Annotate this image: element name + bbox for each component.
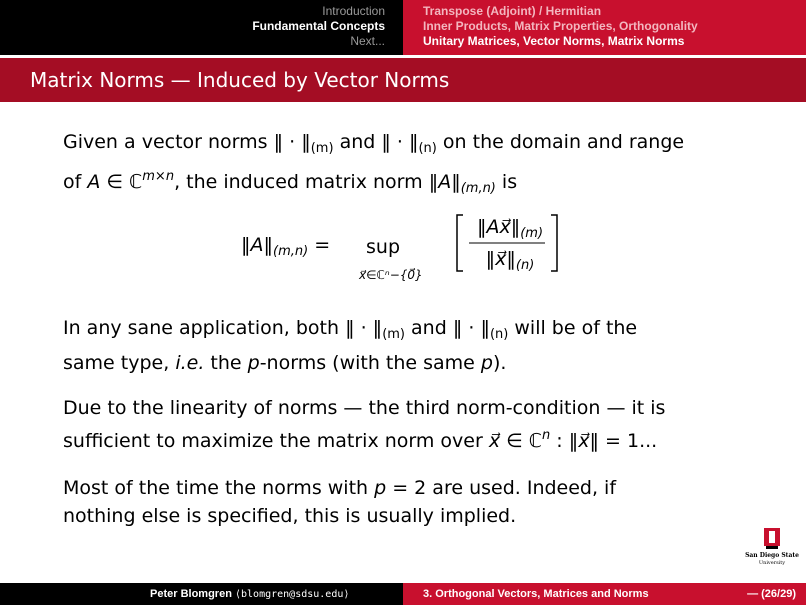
text: Most of the time the norms with (63, 477, 375, 499)
fraction-denominator (465, 245, 555, 280)
text: Due to the linearity of norms — the third norm-condition — it is (63, 397, 666, 419)
subscript: (m) (520, 226, 544, 241)
text: = 2 are used. Indeed, if (386, 477, 617, 499)
equation-lhs (241, 231, 330, 266)
author-email: ⟨blomgren@sdsu.edu⟩ (234, 589, 350, 600)
section-nav (0, 0, 403, 55)
text: and ‖ · ‖ (333, 131, 419, 153)
induced-norm-equation (63, 213, 623, 283)
paragraph-definition (63, 128, 763, 203)
equals-sign: = (308, 234, 331, 256)
math-expr: ‖x⃗‖ (485, 248, 516, 270)
subscript: (n) (418, 141, 437, 156)
footer-section (403, 583, 806, 605)
math-var: x⃗ (578, 430, 590, 452)
subscript: (m) (310, 141, 334, 156)
subscript: (n) (515, 258, 535, 273)
math-var: p (247, 352, 260, 374)
footer-bar (0, 583, 806, 605)
superscript: n (542, 428, 551, 443)
nav-subsection-transpose[interactable]: Transpose (Adjoint) / Hermitian (423, 4, 602, 18)
supremum-operator: sup (366, 236, 401, 258)
sdsu-logo (744, 527, 800, 567)
paragraph-p2-norms (63, 474, 763, 530)
text: is (495, 171, 518, 193)
text: the (204, 352, 248, 374)
frame-title: Matrix Norms — Induced by Vector Norms (0, 58, 806, 102)
text: ). (492, 352, 507, 374)
subsection-nav (403, 0, 806, 55)
math-expr: ‖A‖ (241, 234, 273, 256)
nav-subsection-inner-products[interactable]: Inner Products, Matrix Properties, Orthogonality (423, 19, 698, 33)
text: Given a vector norms ‖ · ‖ (63, 131, 311, 153)
text: ‖ (451, 171, 461, 193)
nav-section-next[interactable]: Next... (350, 34, 385, 48)
emphasis: i.e. (175, 352, 205, 374)
subscript: (m,n) (460, 181, 496, 196)
text: ∈ ℂ (100, 171, 143, 193)
subscript: (m) (382, 327, 405, 342)
logo-line2: University (758, 560, 786, 566)
math-var: A (87, 171, 101, 193)
superscript: m×n (142, 169, 175, 184)
paragraph-same-type (63, 314, 763, 377)
section-title: 3. Orthogonal Vectors, Matrices and Norms (423, 588, 649, 600)
text: ∈ ℂ (500, 430, 542, 452)
nav-section-introduction[interactable]: Introduction (322, 4, 385, 18)
text: of (63, 171, 88, 193)
math-expr: ‖Ax⃗‖ (476, 216, 521, 238)
footer-author (0, 583, 403, 605)
text: ‖ = 1... (589, 430, 658, 452)
logo-line1: San Diego State (745, 552, 799, 559)
math-var: p (480, 352, 493, 374)
text: In any sane application, both ‖ · ‖ (63, 317, 383, 339)
sdsu-logo-icon (744, 527, 800, 567)
text: and ‖ · ‖ (405, 317, 490, 339)
text: -norms (with the same (259, 352, 481, 374)
author-name: Peter Blomgren (150, 588, 232, 600)
text: , the induced matrix norm ‖ (174, 171, 439, 193)
nav-subsection-unitary-matrices[interactable]: Unitary Matrices, Vector Norms, Matrix Norms (423, 34, 685, 48)
math-var: p (374, 477, 387, 499)
text: same type, (63, 352, 176, 374)
text: nothing else is specified, this is usually implied. (63, 505, 517, 527)
math-var: x⃗ (488, 430, 501, 452)
fraction-numerator (465, 213, 555, 248)
text: : ‖ (550, 430, 579, 452)
subscript: (n) (489, 327, 509, 342)
text: sufficient to maximize the matrix norm over (63, 430, 489, 452)
slide-body (63, 128, 763, 527)
subscript: (m,n) (273, 244, 309, 259)
header-bar (0, 0, 806, 55)
text: will be of the (508, 317, 638, 339)
paragraph-linearity (63, 394, 763, 455)
text: on the domain and range (436, 131, 685, 153)
math-var: A (438, 171, 452, 193)
supremum-domain: x⃗∈ℂⁿ−{0⃗} (359, 268, 423, 282)
page-number: — (26/29) (747, 588, 796, 600)
nav-section-fundamental-concepts[interactable]: Fundamental Concepts (252, 19, 385, 33)
